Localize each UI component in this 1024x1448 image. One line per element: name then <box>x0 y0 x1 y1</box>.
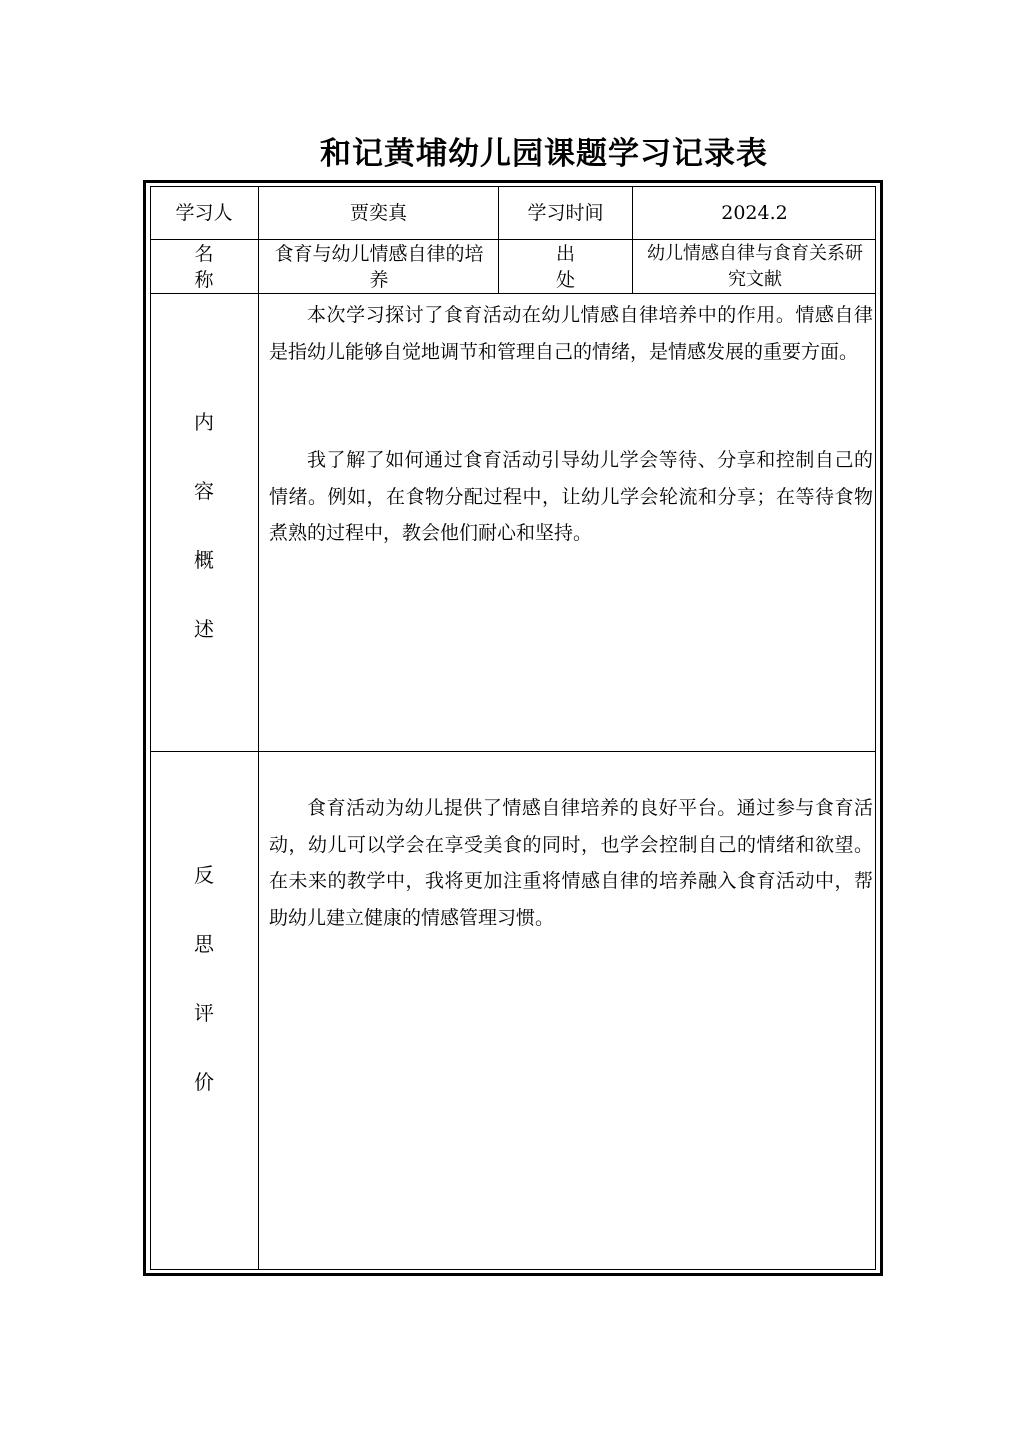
content-summary-label <box>150 388 258 664</box>
reflection-paragraph: 食育活动为幼儿提供了情感自律培养的良好平台。通过参与食育活动，幼儿可以学会在享受美食的同时，也学会控制自己的情绪和欲望。在未来的教学中，我将更加注重将情感自律的培养融入食育活动中，帮助幼儿建立健康的情感管理习惯。 <box>269 797 873 929</box>
source-label: 出 处 <box>555 242 619 291</box>
reflection-label-char: 评 <box>194 1001 214 1025</box>
content-label-char: 概 <box>194 548 214 572</box>
study-time-value: 2024.2 <box>721 201 788 224</box>
learner-value: 贾奕真 <box>349 201 407 224</box>
reflection-label-char: 价 <box>194 1070 214 1094</box>
page-title: 和记黄埔幼儿园课题学习记录表 <box>320 136 768 172</box>
content-label-char: 述 <box>194 617 214 641</box>
content-label-char: 内 <box>194 410 214 434</box>
content-label-char: 容 <box>194 479 214 503</box>
study-time-label: 学习时间 <box>527 201 604 224</box>
source-value: 幼儿情感自律与食育关系研究文献 <box>647 242 863 290</box>
reflection-label-char: 思 <box>194 932 214 956</box>
learner-label: 学习人 <box>175 201 233 224</box>
content-paragraph-2: 我了解了如何通过食育活动引导幼儿学会等待、分享和控制自己的情绪。例如，在食物分配过程中，让幼儿学会轮流和分享；在等待食物煮熟的过程中，教会他们耐心和坚持。 <box>269 449 873 544</box>
content-paragraph-1: 本次学习探讨了食育活动在幼儿情感自律培养中的作用。情感自律是指幼儿能够自觉地调节和管理自己的情绪，是情感发展的重要方面。 <box>269 304 873 363</box>
name-value: 食育与幼儿情感自律的培养 <box>274 242 484 291</box>
reflection-label-char: 反 <box>194 863 214 887</box>
reflection-label <box>150 841 258 1117</box>
name-label: 名 称 <box>194 242 238 291</box>
column-divider-1 <box>258 186 259 1270</box>
